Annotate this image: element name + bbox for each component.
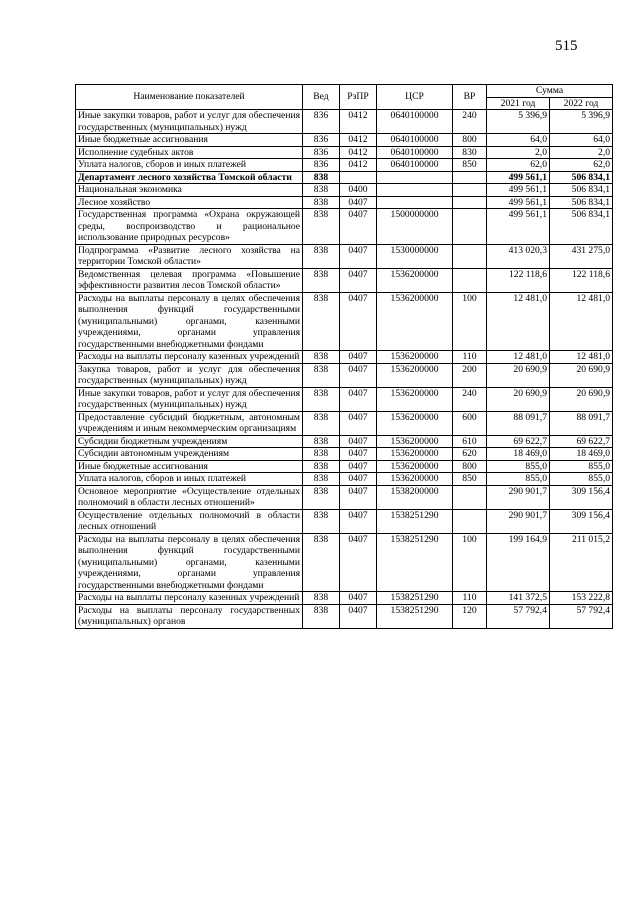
row-vr: 620 bbox=[453, 448, 487, 461]
row-csr: 0640100000 bbox=[377, 159, 453, 172]
row-vr: 800 bbox=[453, 460, 487, 473]
row-sum-2022: 855,0 bbox=[550, 460, 613, 473]
row-vr bbox=[453, 171, 487, 184]
table-row bbox=[76, 509, 613, 533]
row-sum-2021: 18 469,0 bbox=[487, 448, 550, 461]
row-name: Осуществление отдельных полномочий в области лесных отношений bbox=[76, 509, 303, 533]
row-vr bbox=[453, 268, 487, 292]
table-body bbox=[76, 110, 613, 629]
row-sum-2022: 2,0 bbox=[550, 146, 613, 159]
table-row bbox=[76, 171, 613, 184]
row-name: Расходы на выплаты персоналу государственных (муниципальных) органов bbox=[76, 604, 303, 628]
row-sum-2021: 12 481,0 bbox=[487, 351, 550, 364]
table-row bbox=[76, 411, 613, 435]
table-row bbox=[76, 448, 613, 461]
row-vr: 850 bbox=[453, 473, 487, 486]
row-sum-2021: 57 792,4 bbox=[487, 604, 550, 628]
row-vr: 200 bbox=[453, 363, 487, 387]
row-name: Предоставление субсидий бюджетным, автономным учреждениям и иным некоммерческим организациям bbox=[76, 411, 303, 435]
row-csr: 1530000000 bbox=[377, 244, 453, 268]
row-vr bbox=[453, 509, 487, 533]
row-sum-2022: 20 690,9 bbox=[550, 387, 613, 411]
row-sum-2022: 122 118,6 bbox=[550, 268, 613, 292]
table-row bbox=[76, 159, 613, 172]
row-ved: 838 bbox=[303, 604, 340, 628]
row-sum-2021: 855,0 bbox=[487, 473, 550, 486]
table-row bbox=[76, 604, 613, 628]
header-csr: ЦСР bbox=[377, 85, 453, 110]
row-sum-2021: 69 622,7 bbox=[487, 435, 550, 448]
row-ved: 838 bbox=[303, 533, 340, 592]
row-name: Национальная экономика bbox=[76, 184, 303, 197]
row-sum-2022: 12 481,0 bbox=[550, 292, 613, 351]
row-name: Иные закупки товаров, работ и услуг для обеспечения государственных (муниципальных) нужд bbox=[76, 110, 303, 134]
row-sum-2022: 506 834,1 bbox=[550, 209, 613, 245]
row-sum-2021: 290 901,7 bbox=[487, 485, 550, 509]
row-sum-2021: 290 901,7 bbox=[487, 509, 550, 533]
row-sum-2022: 506 834,1 bbox=[550, 171, 613, 184]
row-name: Ведомственная целевая программа «Повышение эффективности развития лесов Томской области» bbox=[76, 268, 303, 292]
row-sum-2022: 309 156,4 bbox=[550, 485, 613, 509]
row-sum-2022: 309 156,4 bbox=[550, 509, 613, 533]
row-rzpr: 0407 bbox=[340, 244, 377, 268]
header-vr: ВР bbox=[453, 85, 487, 110]
row-rzpr: 0412 bbox=[340, 159, 377, 172]
row-rzpr: 0407 bbox=[340, 604, 377, 628]
row-name: Расходы на выплаты персоналу казенных учреждений bbox=[76, 351, 303, 364]
budget-table bbox=[75, 84, 613, 629]
row-sum-2022: 57 792,4 bbox=[550, 604, 613, 628]
row-rzpr: 0407 bbox=[340, 387, 377, 411]
row-sum-2021: 5 396,9 bbox=[487, 110, 550, 134]
row-ved: 838 bbox=[303, 448, 340, 461]
row-ved: 836 bbox=[303, 159, 340, 172]
row-csr: 1538251290 bbox=[377, 509, 453, 533]
row-sum-2021: 64,0 bbox=[487, 134, 550, 147]
row-name: Расходы на выплаты персоналу в целях обеспечения выполнения функций государственными (муниципальными) органами, казенными учреждениями, органами управления государственными внебюджетными фондами bbox=[76, 533, 303, 592]
row-vr: 110 bbox=[453, 592, 487, 605]
table-row bbox=[76, 196, 613, 209]
row-sum-2022: 18 469,0 bbox=[550, 448, 613, 461]
row-sum-2021: 413 020,3 bbox=[487, 244, 550, 268]
row-rzpr: 0407 bbox=[340, 411, 377, 435]
row-csr: 1536200000 bbox=[377, 363, 453, 387]
row-ved: 838 bbox=[303, 411, 340, 435]
row-vr bbox=[453, 184, 487, 197]
row-rzpr: 0407 bbox=[340, 268, 377, 292]
row-vr bbox=[453, 209, 487, 245]
row-rzpr: 0407 bbox=[340, 533, 377, 592]
row-name: Расходы на выплаты персоналу в целях обеспечения выполнения функций государственными (муниципальными) органами, казенными учреждениями, органами управления государственными внебюджетными фондами bbox=[76, 292, 303, 351]
row-ved: 838 bbox=[303, 387, 340, 411]
row-csr: 0640100000 bbox=[377, 134, 453, 147]
row-sum-2022: 153 222,8 bbox=[550, 592, 613, 605]
row-rzpr bbox=[340, 171, 377, 184]
row-rzpr: 0407 bbox=[340, 209, 377, 245]
table-row bbox=[76, 592, 613, 605]
row-csr: 1538251290 bbox=[377, 592, 453, 605]
row-ved: 838 bbox=[303, 509, 340, 533]
row-sum-2022: 12 481,0 bbox=[550, 351, 613, 364]
row-csr: 1536200000 bbox=[377, 268, 453, 292]
row-sum-2021: 141 372,5 bbox=[487, 592, 550, 605]
row-vr: 100 bbox=[453, 292, 487, 351]
row-sum-2021: 122 118,6 bbox=[487, 268, 550, 292]
row-name: Уплата налогов, сборов и иных платежей bbox=[76, 473, 303, 486]
row-sum-2021: 62,0 bbox=[487, 159, 550, 172]
row-rzpr: 0407 bbox=[340, 292, 377, 351]
row-csr bbox=[377, 184, 453, 197]
row-sum-2022: 211 015,2 bbox=[550, 533, 613, 592]
header-2021: 2021 год bbox=[487, 97, 550, 110]
row-ved: 838 bbox=[303, 292, 340, 351]
table-row bbox=[76, 351, 613, 364]
row-csr: 1536200000 bbox=[377, 460, 453, 473]
row-csr: 1536200000 bbox=[377, 411, 453, 435]
row-sum-2022: 88 091,7 bbox=[550, 411, 613, 435]
table-row bbox=[76, 146, 613, 159]
row-vr: 240 bbox=[453, 387, 487, 411]
row-csr: 0640100000 bbox=[377, 110, 453, 134]
row-sum-2022: 431 275,0 bbox=[550, 244, 613, 268]
row-vr bbox=[453, 485, 487, 509]
row-csr: 1536200000 bbox=[377, 292, 453, 351]
row-vr bbox=[453, 196, 487, 209]
row-ved: 838 bbox=[303, 209, 340, 245]
row-ved: 838 bbox=[303, 171, 340, 184]
row-rzpr: 0407 bbox=[340, 460, 377, 473]
row-rzpr: 0407 bbox=[340, 363, 377, 387]
row-name: Иные бюджетные ассигнования bbox=[76, 134, 303, 147]
table-row bbox=[76, 473, 613, 486]
table-row bbox=[76, 244, 613, 268]
row-vr: 600 bbox=[453, 411, 487, 435]
row-vr: 800 bbox=[453, 134, 487, 147]
table-row bbox=[76, 460, 613, 473]
row-name: Уплата налогов, сборов и иных платежей bbox=[76, 159, 303, 172]
table-row bbox=[76, 485, 613, 509]
header-2022: 2022 год bbox=[550, 97, 613, 110]
row-rzpr: 0407 bbox=[340, 509, 377, 533]
row-csr: 1500000000 bbox=[377, 209, 453, 245]
row-ved: 838 bbox=[303, 184, 340, 197]
row-sum-2021: 20 690,9 bbox=[487, 363, 550, 387]
row-sum-2021: 20 690,9 bbox=[487, 387, 550, 411]
row-sum-2022: 506 834,1 bbox=[550, 184, 613, 197]
table-row bbox=[76, 209, 613, 245]
table-row bbox=[76, 184, 613, 197]
row-csr bbox=[377, 196, 453, 209]
row-sum-2021: 2,0 bbox=[487, 146, 550, 159]
row-sum-2021: 88 091,7 bbox=[487, 411, 550, 435]
row-rzpr: 0412 bbox=[340, 110, 377, 134]
row-vr: 850 bbox=[453, 159, 487, 172]
row-rzpr: 0412 bbox=[340, 134, 377, 147]
row-sum-2021: 855,0 bbox=[487, 460, 550, 473]
row-ved: 838 bbox=[303, 268, 340, 292]
row-rzpr: 0407 bbox=[340, 196, 377, 209]
row-rzpr: 0407 bbox=[340, 448, 377, 461]
row-name: Субсидии автономным учреждениям bbox=[76, 448, 303, 461]
row-ved: 836 bbox=[303, 110, 340, 134]
row-vr: 610 bbox=[453, 435, 487, 448]
row-name: Подпрограмма «Развитие лесного хозяйства на территории Томской области» bbox=[76, 244, 303, 268]
row-sum-2021: 499 561,1 bbox=[487, 171, 550, 184]
row-sum-2022: 855,0 bbox=[550, 473, 613, 486]
row-vr bbox=[453, 244, 487, 268]
row-ved: 838 bbox=[303, 351, 340, 364]
row-vr: 100 bbox=[453, 533, 487, 592]
row-ved: 838 bbox=[303, 196, 340, 209]
row-sum-2021: 199 164,9 bbox=[487, 533, 550, 592]
row-name: Закупка товаров, работ и услуг для обеспечения государственных (муниципальных) нужд bbox=[76, 363, 303, 387]
row-vr: 240 bbox=[453, 110, 487, 134]
table-row bbox=[76, 363, 613, 387]
row-name: Иные бюджетные ассигнования bbox=[76, 460, 303, 473]
row-rzpr: 0407 bbox=[340, 473, 377, 486]
row-sum-2021: 12 481,0 bbox=[487, 292, 550, 351]
row-ved: 838 bbox=[303, 460, 340, 473]
row-csr: 1536200000 bbox=[377, 473, 453, 486]
row-sum-2022: 69 622,7 bbox=[550, 435, 613, 448]
page-number: 515 bbox=[555, 38, 578, 54]
table-row bbox=[76, 292, 613, 351]
row-name: Расходы на выплаты персоналу казенных учреждений bbox=[76, 592, 303, 605]
row-rzpr: 0407 bbox=[340, 485, 377, 509]
row-name: Основное мероприятие «Осуществление отдельных полномочий в области лесных отношений» bbox=[76, 485, 303, 509]
row-csr: 1536200000 bbox=[377, 387, 453, 411]
table-row bbox=[76, 387, 613, 411]
row-ved: 836 bbox=[303, 146, 340, 159]
row-csr: 1536200000 bbox=[377, 448, 453, 461]
row-name: Государственная программа «Охрана окружающей среды, воспроизводство и рациональное использование природных ресурсов» bbox=[76, 209, 303, 245]
row-rzpr: 0412 bbox=[340, 146, 377, 159]
row-csr: 1538251290 bbox=[377, 604, 453, 628]
row-ved: 838 bbox=[303, 592, 340, 605]
row-csr: 1538251290 bbox=[377, 533, 453, 592]
header-name: Наименование показателей bbox=[76, 85, 303, 110]
row-sum-2022: 62,0 bbox=[550, 159, 613, 172]
header-row bbox=[76, 85, 613, 98]
table-row bbox=[76, 435, 613, 448]
row-vr: 830 bbox=[453, 146, 487, 159]
row-sum-2022: 20 690,9 bbox=[550, 363, 613, 387]
row-ved: 838 bbox=[303, 473, 340, 486]
row-csr: 1536200000 bbox=[377, 435, 453, 448]
table-row bbox=[76, 110, 613, 134]
row-ved: 838 bbox=[303, 435, 340, 448]
row-sum-2021: 499 561,1 bbox=[487, 184, 550, 197]
row-csr: 0640100000 bbox=[377, 146, 453, 159]
header-ved: Вед bbox=[303, 85, 340, 110]
row-sum-2022: 64,0 bbox=[550, 134, 613, 147]
row-csr bbox=[377, 171, 453, 184]
row-name: Иные закупки товаров, работ и услуг для обеспечения государственных (муниципальных) нужд bbox=[76, 387, 303, 411]
row-csr: 1536200000 bbox=[377, 351, 453, 364]
row-ved: 838 bbox=[303, 363, 340, 387]
header-rzpr: РзПР bbox=[340, 85, 377, 110]
row-sum-2021: 499 561,1 bbox=[487, 209, 550, 245]
row-sum-2021: 499 561,1 bbox=[487, 196, 550, 209]
row-rzpr: 0400 bbox=[340, 184, 377, 197]
row-rzpr: 0407 bbox=[340, 435, 377, 448]
table-row bbox=[76, 268, 613, 292]
row-ved: 838 bbox=[303, 485, 340, 509]
row-ved: 838 bbox=[303, 244, 340, 268]
row-rzpr: 0407 bbox=[340, 351, 377, 364]
row-rzpr: 0407 bbox=[340, 592, 377, 605]
row-csr: 1538200000 bbox=[377, 485, 453, 509]
row-sum-2022: 506 834,1 bbox=[550, 196, 613, 209]
row-vr: 110 bbox=[453, 351, 487, 364]
header-sum: Сумма bbox=[487, 85, 613, 98]
table-row bbox=[76, 134, 613, 147]
row-ved: 836 bbox=[303, 134, 340, 147]
row-sum-2022: 5 396,9 bbox=[550, 110, 613, 134]
row-name: Лесное хозяйство bbox=[76, 196, 303, 209]
table-row bbox=[76, 533, 613, 592]
row-name: Субсидии бюджетным учреждениям bbox=[76, 435, 303, 448]
row-name: Исполнение судебных актов bbox=[76, 146, 303, 159]
row-vr: 120 bbox=[453, 604, 487, 628]
row-name: Департамент лесного хозяйства Томской области bbox=[76, 171, 303, 184]
